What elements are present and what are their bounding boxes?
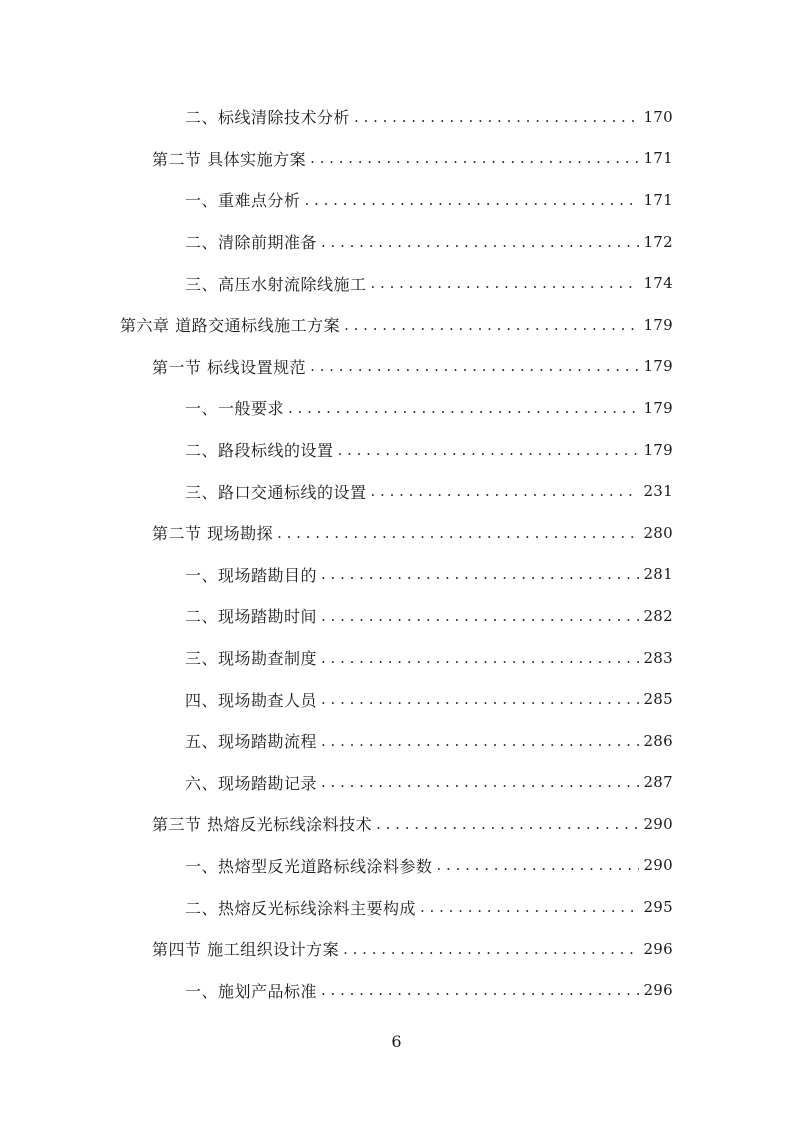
toc-dot-leader — [376, 815, 639, 833]
toc-entry-title: 第二节 具体实施方案 — [152, 149, 307, 169]
toc-entry[interactable] — [0, 346, 793, 388]
toc-entry-page: 287 — [643, 773, 673, 792]
toc-dot-leader — [305, 191, 640, 209]
toc-entry[interactable] — [0, 179, 793, 221]
toc-entry-title: 二、热熔反光标线涂料主要构成 — [185, 898, 417, 918]
toc-entry[interactable] — [0, 845, 793, 887]
toc-dot-leader — [338, 441, 640, 459]
toc-dot-leader — [310, 357, 639, 375]
toc-entry[interactable] — [0, 470, 793, 512]
toc-entry-title: 第三节 热熔反光标线涂料技术 — [152, 815, 373, 835]
toc-entry-page: 231 — [643, 482, 673, 501]
toc-dot-leader — [321, 773, 639, 791]
toc-entry[interactable] — [0, 803, 793, 845]
toc-entry-title: 一、施划产品标准 — [185, 981, 318, 1001]
toc-dot-leader — [321, 690, 639, 708]
toc-entry-page: 295 — [643, 898, 673, 917]
toc-entry-title: 六、现场踏勘记录 — [185, 773, 318, 793]
toc-dot-leader — [277, 524, 639, 542]
toc-entry[interactable] — [0, 637, 793, 679]
toc-entry-title: 一、热熔型反光道路标线涂料参数 — [185, 856, 433, 876]
toc-entry-page: 296 — [643, 981, 673, 1000]
toc-entry-title: 一、一般要求 — [185, 399, 285, 419]
toc-entry-page: 174 — [643, 274, 673, 293]
toc-entry-title: 三、现场勘查制度 — [185, 649, 318, 669]
toc-entry-title: 四、现场勘查人员 — [185, 690, 318, 710]
toc-entry-title: 二、清除前期准备 — [185, 233, 318, 253]
toc-entry-page: 290 — [643, 814, 673, 833]
toc-entry-page: 179 — [643, 357, 673, 376]
toc-entry-page: 172 — [643, 232, 673, 251]
toc-entry-page: 170 — [643, 107, 673, 126]
toc-entry[interactable] — [0, 512, 793, 554]
toc-entry-page: 179 — [643, 440, 673, 459]
toc-entry-title: 二、路段标线的设置 — [185, 441, 334, 461]
toc-entry-title: 第四节 施工组织设计方案 — [152, 940, 340, 960]
toc-entry-title: 第六章 道路交通标线施工方案 — [120, 316, 341, 336]
toc-dot-leader — [354, 108, 639, 126]
toc-entry-page: 283 — [643, 648, 673, 667]
toc-entry-title: 五、现场踏勘流程 — [185, 732, 318, 752]
toc-dot-leader — [371, 274, 640, 292]
toc-dot-leader — [344, 316, 639, 334]
toc-entry-page: 290 — [643, 856, 673, 875]
toc-entry-page: 280 — [643, 523, 673, 542]
toc-dot-leader — [321, 233, 639, 251]
toc-dot-leader — [321, 732, 639, 750]
toc-entry[interactable] — [0, 762, 793, 804]
toc-entry[interactable] — [0, 886, 793, 928]
toc-entry-page: 282 — [643, 606, 673, 625]
toc-entry[interactable] — [0, 221, 793, 263]
toc-dot-leader — [321, 649, 639, 667]
toc-dot-leader — [321, 607, 639, 625]
toc-dot-leader — [321, 981, 639, 999]
page-number: 6 — [391, 1032, 402, 1051]
toc-entry-page: 296 — [643, 939, 673, 958]
table-of-contents — [0, 96, 793, 1011]
toc-entry-page: 281 — [643, 565, 673, 584]
toc-entry-page: 179 — [643, 315, 673, 334]
toc-entry-page: 285 — [643, 690, 673, 709]
toc-dot-leader — [437, 856, 640, 874]
toc-entry-title: 第一节 标线设置规范 — [152, 357, 307, 377]
toc-dot-leader — [420, 898, 639, 916]
toc-entry-title: 一、重难点分析 — [185, 191, 301, 211]
toc-entry[interactable] — [0, 554, 793, 596]
toc-entry[interactable] — [0, 262, 793, 304]
toc-dot-leader — [288, 399, 639, 417]
toc-entry[interactable] — [0, 928, 793, 970]
toc-dot-leader — [371, 482, 640, 500]
toc-entry-page: 286 — [643, 731, 673, 750]
toc-entry-title: 第二节 现场勘探 — [152, 524, 274, 544]
toc-entry[interactable] — [0, 138, 793, 180]
toc-entry[interactable] — [0, 387, 793, 429]
toc-dot-leader — [343, 940, 639, 958]
toc-entry[interactable] — [0, 969, 793, 1011]
toc-entry[interactable] — [0, 720, 793, 762]
toc-entry-title: 一、现场踏勘目的 — [185, 565, 318, 585]
toc-entry-page: 171 — [643, 190, 673, 209]
toc-entry[interactable] — [0, 678, 793, 720]
toc-dot-leader — [321, 565, 639, 583]
toc-entry-title: 三、高压水射流除线施工 — [185, 274, 367, 294]
toc-entry-title: 三、路口交通标线的设置 — [185, 482, 367, 502]
toc-dot-leader — [310, 149, 639, 167]
toc-entry[interactable] — [0, 429, 793, 471]
toc-entry-title: 二、标线清除技术分析 — [185, 108, 351, 128]
toc-entry[interactable] — [0, 96, 793, 138]
toc-entry-page: 179 — [643, 398, 673, 417]
toc-entry-page: 171 — [643, 149, 673, 168]
toc-entry[interactable] — [0, 304, 793, 346]
toc-entry-title: 二、现场踏勘时间 — [185, 607, 318, 627]
toc-entry[interactable] — [0, 595, 793, 637]
